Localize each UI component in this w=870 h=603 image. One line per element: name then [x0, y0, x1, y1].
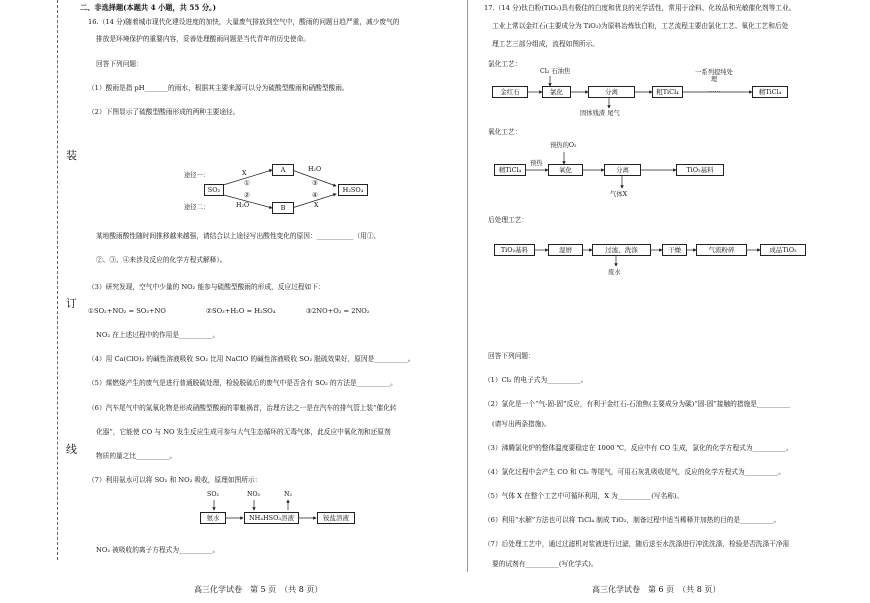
q16-part-6a: （6）汽车尾气中的氮氧化物是形成硝酸型酸雨的罪魁祸首，治理方法之一是在汽车的排气管上装“催化转: [88, 404, 397, 412]
ellipsis-label: ……: [708, 87, 721, 94]
ammonia-absorption-diagram: [80, 488, 460, 538]
reaction-3: ③2NO+O₂ = 2NO₂: [306, 307, 370, 315]
pure-ticl4-box: 精TiCl₄: [752, 86, 788, 98]
oxidation-box: 氧化: [548, 164, 583, 176]
footer-left: 高三化学试卷 第 5 页 （共 8 页）: [194, 585, 323, 594]
oxidation-arrows: [484, 136, 859, 206]
binding-char-zhuang: 装: [66, 149, 77, 162]
crude-ticl4-box: 粗TiCl₄: [652, 86, 683, 98]
q17-part-7a: （7）后处理工艺中，通过过滤机对浆液进行过滤，随后送至水洗涤进行冲洗洗涤，检验是否洗涤干净需: [484, 540, 790, 548]
q17-part-7b: 要的试剂有__________(写化学式)。: [492, 560, 598, 568]
q16-part-2b: ②、③、④来涉及反应的化学方程式解释）。: [96, 256, 227, 264]
q16-part-6b: 化器”，它能使 CO 与 NO 发生反应生成可参与大气生态循环的无毒气体，此反应中氧化剂和还原剂: [96, 428, 391, 436]
step-1-label: ①: [244, 180, 250, 187]
cl2-coke-label: Cl₂ 石油焦: [540, 68, 571, 75]
a-box: A: [272, 164, 294, 176]
q17-part-5: （5）气体 X 在整个工艺中可循环利用，X 为__________(写名称)。: [484, 492, 684, 500]
x-label-2: X: [314, 202, 319, 209]
no2-input-label: NO₂: [247, 491, 261, 498]
binding-char-ding: 订: [66, 297, 77, 310]
so2-input-label: SO₂: [207, 491, 220, 498]
q17-intro-3: 理工艺三部分组成，流程如图所示。: [492, 40, 599, 48]
q17-part-3: （3）沸腾氯化炉的整体温度要稳定在 1000 ℃，反应中有 CO 生成，氯化的化学方程式为__________。: [484, 444, 793, 452]
path-2-label: 途径二：: [184, 204, 210, 211]
q16-part-2a: 某地酸雨酸性随时间推移越来越强，请结合以上途径写出酸性变化的原因：___________（用①、: [96, 232, 381, 240]
q16-part-7b: NO₂ 被吸收的离子方程式为__________。: [96, 546, 220, 554]
post-processing-flow: [484, 226, 859, 286]
q16-intro-2: 排放是环境保护的重要内容，妥善处理酸雨问题是当代青年的历史使命。: [96, 35, 310, 43]
reaction-2: ②SO₃+H₂O = H₂SO₄: [206, 307, 276, 315]
oxidation-title: 氧化工艺：: [488, 128, 522, 136]
q16-prompt: 回答下列问题：: [96, 60, 143, 68]
oxidation-flow: [484, 136, 859, 206]
q17-part-4: （4）氯化过程中会产生 CO 和 Cl₂ 等尾气，可用石灰乳吸收尾气，反应的化学方程式为__________。: [484, 468, 785, 476]
q17-part-6: （6）利用“水解”方法也可以将 TiCl₄ 制成 TiO₂，制备过程中适当稀释并加热的目的是__________。: [484, 516, 781, 524]
drying-box: 干燥: [662, 244, 687, 256]
q16-part-2: （2）下图显示了硫酸型酸雨形成的两种主要途径。: [88, 108, 240, 116]
h2o-label-1: H₂O: [236, 202, 250, 209]
h2so4-box: H₂SO₄: [338, 184, 368, 196]
q16-intro-1: 16.（14 分)随着城市现代化建设进度的加快，大量废气排放到空气中，酸雨的问题日趋严重，减少废气的: [88, 18, 400, 26]
chlorination-title: 氯化工艺：: [488, 60, 522, 68]
q17-prompt: 回答下列问题：: [488, 352, 535, 360]
post-title: 后处理工艺：: [488, 216, 529, 224]
chlorination-flow: [484, 68, 859, 118]
q17-part-2a: （2）氯化是一个“气-固-固”反应，有利于金红石-石油焦(主要成分为碳)“固-固”接触的措施是__________: [484, 400, 791, 408]
wet-grinding-box: 湿磨: [548, 244, 583, 256]
step-3-label: ③: [312, 180, 318, 187]
section-title: 二、非选择题(本题共 4 小题，共 55 分。): [80, 3, 217, 12]
jet-milling-box: 气流粉碎: [696, 244, 747, 256]
q16-part-3: （3）研究发现，空气中少量的 NO₂ 能参与硫酸型酸雨的形成，反应过程如下：: [88, 283, 325, 291]
binding-line: [57, 0, 58, 560]
filter-wash-box: 过滤、洗涤: [592, 244, 651, 256]
nh4hso3-box: NH₄HSO₃溶液: [244, 512, 299, 524]
q16-part-6c: 物质的量之比__________。: [96, 452, 177, 460]
x-label-1: X: [242, 170, 247, 177]
tio2-base-box: TiO₂基料: [676, 164, 724, 176]
waste-water-label: 废水: [608, 269, 621, 276]
step-4-label: ④: [312, 192, 318, 199]
q17-part-1: （1）Cl₂ 的电子式为__________。: [484, 376, 588, 384]
ammonia-box: 氨水: [200, 512, 226, 524]
q16-part-7: （7）利用氨水可以将 SO₂ 和 NO₂ 吸收，原理如图所示：: [88, 476, 262, 484]
preheated-o2-label: 预热的O₂: [550, 142, 577, 149]
q16-part-4: （4）用 Ca(ClO)₂ 的碱性溶液吸收 SO₂ 比用 NaClO 的碱性溶液吸收 SO₂ 脱硫效果好，原因是__________。: [88, 355, 415, 363]
binding-char-xian: 线: [66, 443, 77, 456]
acid-rain-pathway-diagram: [80, 122, 460, 212]
reaction-1: ①SO₂+NO₂ = SO₃+NO: [88, 307, 166, 315]
q16-part-1: （1）酸雨是指 pH_______的雨水，根据其主要来源可以分为硫酸型酸雨和硝酸型酸雨。: [88, 84, 349, 92]
tio2-base-input-box: TiO₂基料: [494, 244, 535, 256]
q17-intro-2: 工业上常以金红石(主要成分为 TiO₂)为原料冶炼钛白粉，工艺流程主要由氯化工艺、氧化工艺和后处: [492, 22, 789, 30]
preheat-label: 预热: [530, 160, 543, 167]
footer-right: 高三化学试卷 第 6 页 （共 8 页）: [592, 585, 721, 594]
b-box: B: [272, 202, 294, 214]
step-2-label: ②: [244, 192, 250, 199]
so2-box: SO₂: [204, 184, 224, 196]
path-1-label: 途径一：: [184, 172, 210, 179]
q17-part-2b: (请写出两条措施)。: [492, 420, 551, 428]
rutile-box: 金红石: [492, 86, 528, 98]
ammonium-salt-box: 铵盐溶液: [317, 512, 355, 524]
n2-output-label: N₂: [284, 491, 293, 498]
finished-tio2-box: 成品TiO₂: [760, 244, 806, 256]
h2o-label-2: H₂O: [308, 166, 322, 173]
pure-ticl4-input-box: 精TiCl₄: [494, 164, 526, 176]
gas-x-label: 气体X: [610, 191, 628, 198]
q17-intro-1: 17.（14 分)钛白粉(TiO₂)具有极佳的白度和优良的光学活性，常用于涂料、化妆品和光敏催化剂等工业。: [484, 4, 796, 12]
q16-part-5: （5）煤燃烧产生的废气是进行普通脱硫处理，检验脱硫后的废气中是否含有 SO₂ 的方法是__________。: [88, 379, 397, 387]
residue-tailgas-label: 固体残渣 尾气: [580, 110, 620, 117]
q16-part-3b: NO₂ 在上述过程中的作用是__________。: [96, 331, 220, 339]
post-arrows: [484, 226, 859, 286]
chlorination-box: 氯化: [542, 86, 571, 98]
separation-box-1: 分离: [588, 86, 635, 98]
pathway-arrows: [80, 122, 460, 212]
purification-label: 一系列提纯处理: [695, 69, 733, 83]
separation-box-2: 分离: [604, 164, 641, 176]
column-divider: [467, 0, 468, 572]
